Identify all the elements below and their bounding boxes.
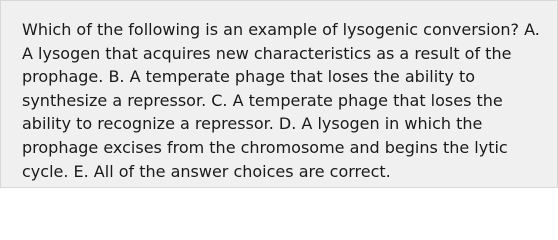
- question-text: Which of the following is an example of lysogenic conversion? A. A lysogen that acquires new characteristics as a result of the prophage. B. A temperate phage that loses the ability to synthesize a repressor. C. A temperate phage that loses the ability to recognize a repressor. D. A lysogen in which the prophage excises from the chromosome and begins the lytic cycle. E. All of the answer choices are correct.: [22, 20, 540, 181]
